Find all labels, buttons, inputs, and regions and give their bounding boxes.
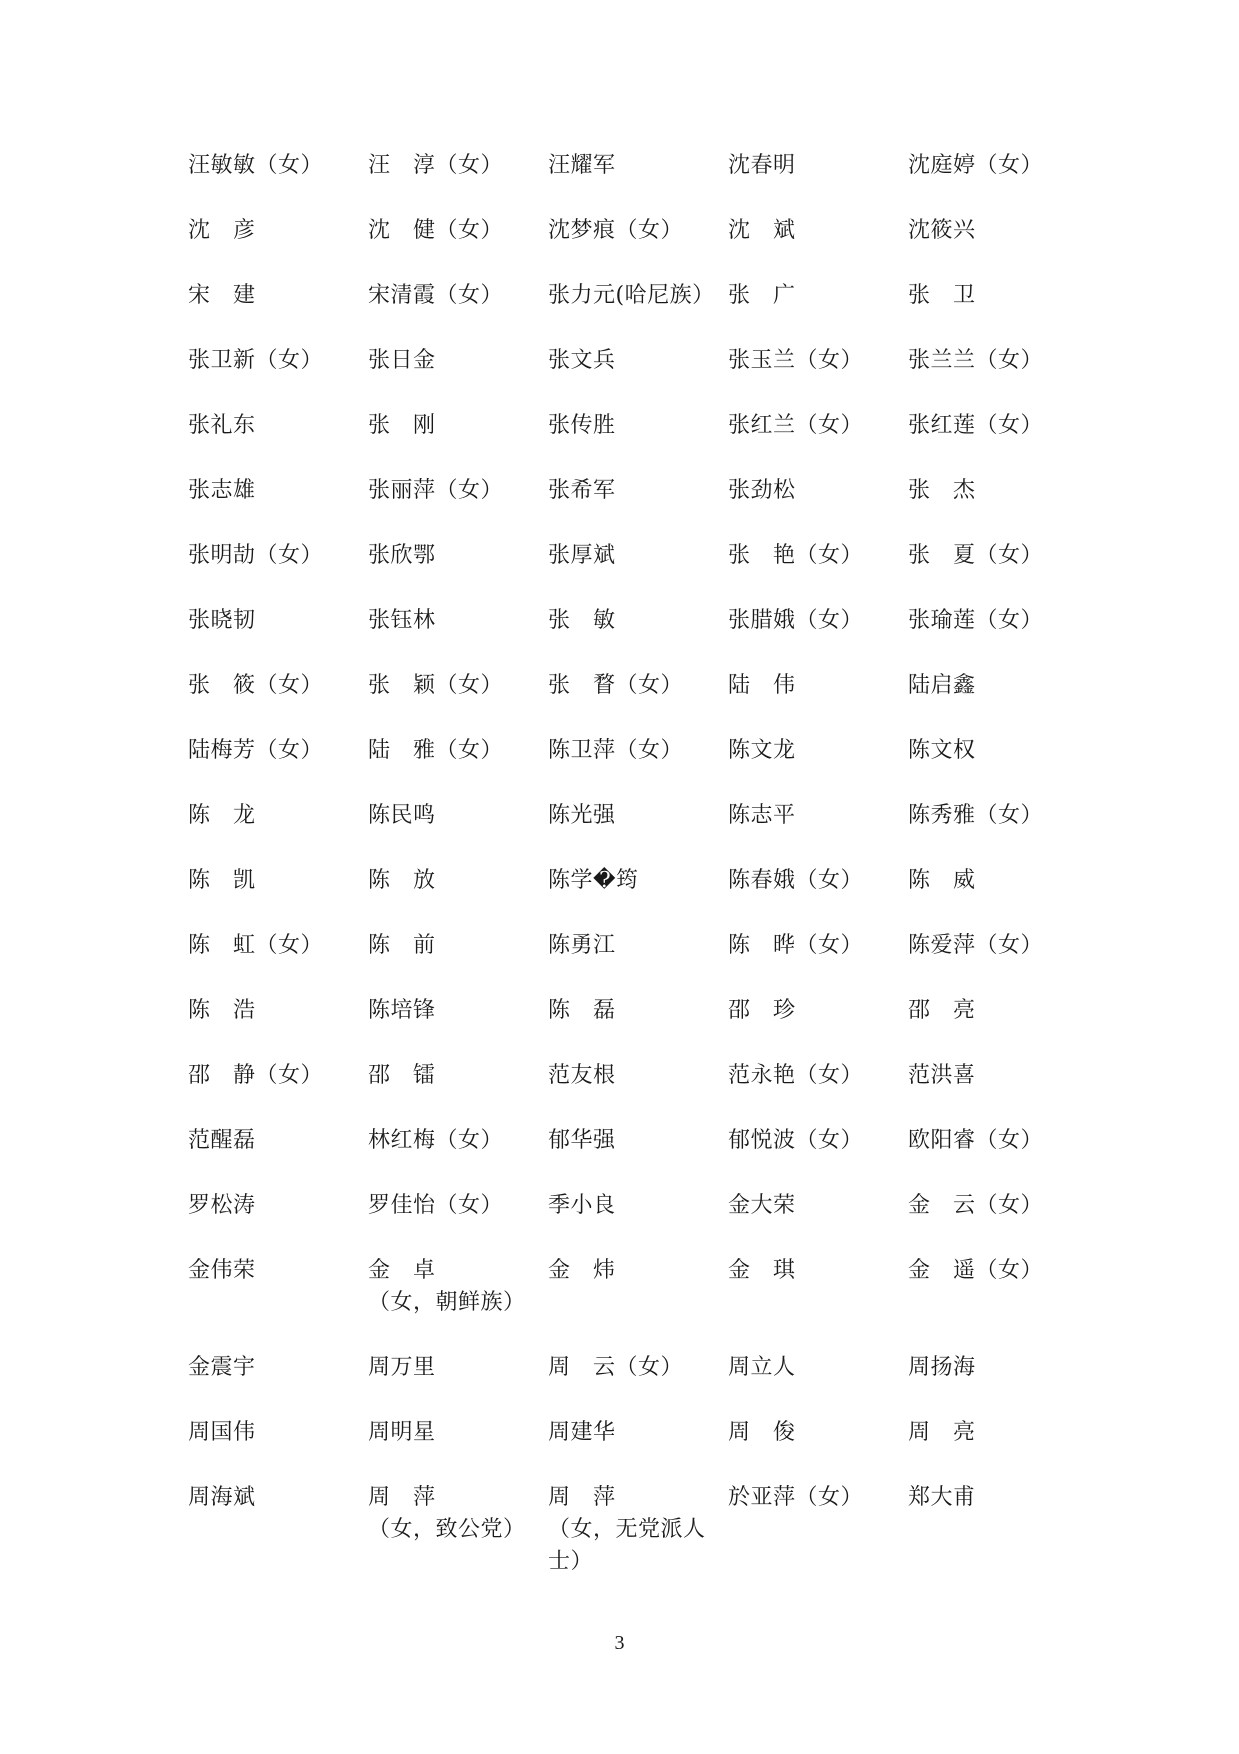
name-entry: 陈 虹（女）	[188, 933, 324, 958]
name-entry: 金 琪	[728, 1258, 796, 1283]
name-row	[188, 1125, 1088, 1190]
name-entry: 范友根	[548, 1063, 616, 1088]
name-entry: 汪 淳（女）	[368, 153, 504, 178]
name-entry: 金震宇	[188, 1355, 256, 1380]
name-entry: 欧阳睿（女）	[908, 1128, 1044, 1153]
name-row	[188, 410, 1088, 475]
name-entry: 周海斌	[188, 1485, 256, 1510]
name-row	[188, 605, 1088, 670]
name-entry: 陈 前	[368, 933, 436, 958]
name-entry: 张 颖（女）	[368, 673, 504, 698]
name-entry: 陈勇江	[548, 933, 616, 958]
name-entry: 陈爱萍（女）	[908, 933, 1044, 958]
name-entry: 周 亮	[908, 1420, 976, 1445]
name-entry: 汪敏敏（女）	[188, 153, 324, 178]
name-entry: 沈 彦	[188, 218, 256, 243]
name-entry: 张 杰	[908, 478, 976, 503]
name-row	[188, 800, 1088, 865]
name-row	[188, 1352, 1088, 1417]
name-entry: 邵 镭	[368, 1063, 436, 1088]
name-entry: 陈 龙	[188, 803, 256, 828]
name-entry: 陆梅芳（女）	[188, 738, 324, 763]
name-entry: 张明劼（女）	[188, 543, 324, 568]
name-entry: 林红梅（女）	[368, 1128, 504, 1153]
name-entry: 张卫新（女）	[188, 348, 324, 373]
name-entry: 张力元(哈尼族）	[548, 283, 715, 308]
name-entry: 沈 健（女）	[368, 218, 504, 243]
name-row	[188, 540, 1088, 605]
name-row	[188, 995, 1088, 1060]
name-entry: 张晓韧	[188, 608, 256, 633]
name-entry: 张红莲（女）	[908, 413, 1044, 438]
name-entry: 沈庭婷（女）	[908, 153, 1044, 178]
name-entry: 金伟荣	[188, 1258, 256, 1283]
name-entry: 陈 磊	[548, 998, 616, 1023]
name-entry: 陈志平	[728, 803, 796, 828]
name-entry: 郁华强	[548, 1128, 616, 1153]
name-entry: 张腊娥（女）	[728, 608, 864, 633]
name-entry: 张 敏	[548, 608, 616, 633]
name-row	[188, 670, 1088, 735]
name-entry: 陈 浩	[188, 998, 256, 1023]
name-row	[188, 280, 1088, 345]
names-list	[188, 150, 1088, 1602]
name-entry: 周万里	[368, 1355, 436, 1380]
name-entry: 沈梦痕（女）	[548, 218, 684, 243]
name-entry: 张红兰（女）	[728, 413, 864, 438]
name-row	[188, 345, 1088, 410]
name-entry: 陈民鸣	[368, 803, 436, 828]
name-entry: 范洪喜	[908, 1063, 976, 1088]
name-row	[188, 865, 1088, 930]
name-entry: 张 瞀（女）	[548, 673, 684, 698]
name-entry: 张瑜莲（女）	[908, 608, 1044, 633]
name-entry: 周 云（女）	[548, 1355, 684, 1380]
name-entry: 张钰林	[368, 608, 436, 633]
name-row	[188, 1060, 1088, 1125]
name-row	[188, 150, 1088, 215]
name-row	[188, 1255, 1088, 1352]
name-entry: 陈文权	[908, 738, 976, 763]
name-entry: 邵 静（女）	[188, 1063, 324, 1088]
name-entry: 沈春明	[728, 153, 796, 178]
name-entry: 周扬海	[908, 1355, 976, 1380]
name-entry: 张厚斌	[548, 543, 616, 568]
name-entry: 郁悦波（女）	[728, 1128, 864, 1153]
name-entry: 张劲松	[728, 478, 796, 503]
name-entry: 邵 珍	[728, 998, 796, 1023]
name-entry: 陈学�筠	[548, 868, 639, 893]
name-row	[188, 215, 1088, 280]
name-entry: 陆 伟	[728, 673, 796, 698]
name-entry: 张 筱（女）	[188, 673, 324, 698]
name-entry: 宋 建	[188, 283, 256, 308]
name-entry: 陈卫萍（女）	[548, 738, 684, 763]
name-entry: 陈春娥（女）	[728, 868, 864, 893]
name-entry: 周国伟	[188, 1420, 256, 1445]
name-entry: 张 广	[728, 283, 796, 308]
page-number: 3	[614, 1632, 625, 1654]
name-entry: 张日金	[368, 348, 436, 373]
name-entry: 陈光强	[548, 803, 616, 828]
name-row	[188, 735, 1088, 800]
name-entry: 范永艳（女）	[728, 1063, 864, 1088]
name-entry: 陈培锋	[368, 998, 436, 1023]
name-entry: 金大荣	[728, 1193, 796, 1218]
name-entry: 郑大甫	[908, 1485, 976, 1510]
name-entry: 张 刚	[368, 413, 436, 438]
name-entry: 张 夏（女）	[908, 543, 1044, 568]
name-entry: 金 卓 （女，朝鲜族）	[368, 1258, 526, 1315]
name-entry: 金 炜	[548, 1258, 616, 1283]
name-entry: 范醒磊	[188, 1128, 256, 1153]
name-entry: 陆启鑫	[908, 673, 976, 698]
name-entry: 周建华	[548, 1420, 616, 1445]
name-entry: 张希军	[548, 478, 616, 503]
name-entry: 陈文龙	[728, 738, 796, 763]
name-entry: 沈筱兴	[908, 218, 976, 243]
name-entry: 周 俊	[728, 1420, 796, 1445]
name-entry: 张 卫	[908, 283, 976, 308]
name-entry: 宋清霞（女）	[368, 283, 504, 308]
name-entry: 周立人	[728, 1355, 796, 1380]
name-entry: 季小良	[548, 1193, 616, 1218]
name-entry: 张礼东	[188, 413, 256, 438]
name-row	[188, 1190, 1088, 1255]
name-entry: 邵 亮	[908, 998, 976, 1023]
name-row	[188, 475, 1088, 540]
name-entry: 陈 凯	[188, 868, 256, 893]
name-entry: 於亚萍（女）	[728, 1485, 864, 1510]
name-entry: 张兰兰（女）	[908, 348, 1044, 373]
name-row	[188, 1482, 1088, 1602]
name-entry: 汪耀军	[548, 153, 616, 178]
name-entry: 沈 斌	[728, 218, 796, 243]
name-entry: 罗佳怡（女）	[368, 1193, 504, 1218]
name-row	[188, 1417, 1088, 1482]
name-entry: 陈秀雅（女）	[908, 803, 1044, 828]
name-entry: 金 遥（女）	[908, 1258, 1044, 1283]
name-entry: 张丽萍（女）	[368, 478, 504, 503]
name-entry: 金 云（女）	[908, 1193, 1044, 1218]
name-entry: 周明星	[368, 1420, 436, 1445]
name-entry: 陈 威	[908, 868, 976, 893]
name-entry: 张文兵	[548, 348, 616, 373]
name-entry: 张传胜	[548, 413, 616, 438]
name-entry: 周 萍 （女，无党派人 士）	[548, 1485, 706, 1574]
name-entry: 张欣鄂	[368, 543, 436, 568]
name-entry: 罗松涛	[188, 1193, 256, 1218]
name-entry: 周 萍 （女，致公党）	[368, 1485, 526, 1542]
name-entry: 陈 晔（女）	[728, 933, 864, 958]
name-entry: 陈 放	[368, 868, 436, 893]
name-entry: 张志雄	[188, 478, 256, 503]
name-entry: 张玉兰（女）	[728, 348, 864, 373]
name-row	[188, 930, 1088, 995]
name-entry: 陆 雅（女）	[368, 738, 504, 763]
name-entry: 张 艳（女）	[728, 543, 864, 568]
